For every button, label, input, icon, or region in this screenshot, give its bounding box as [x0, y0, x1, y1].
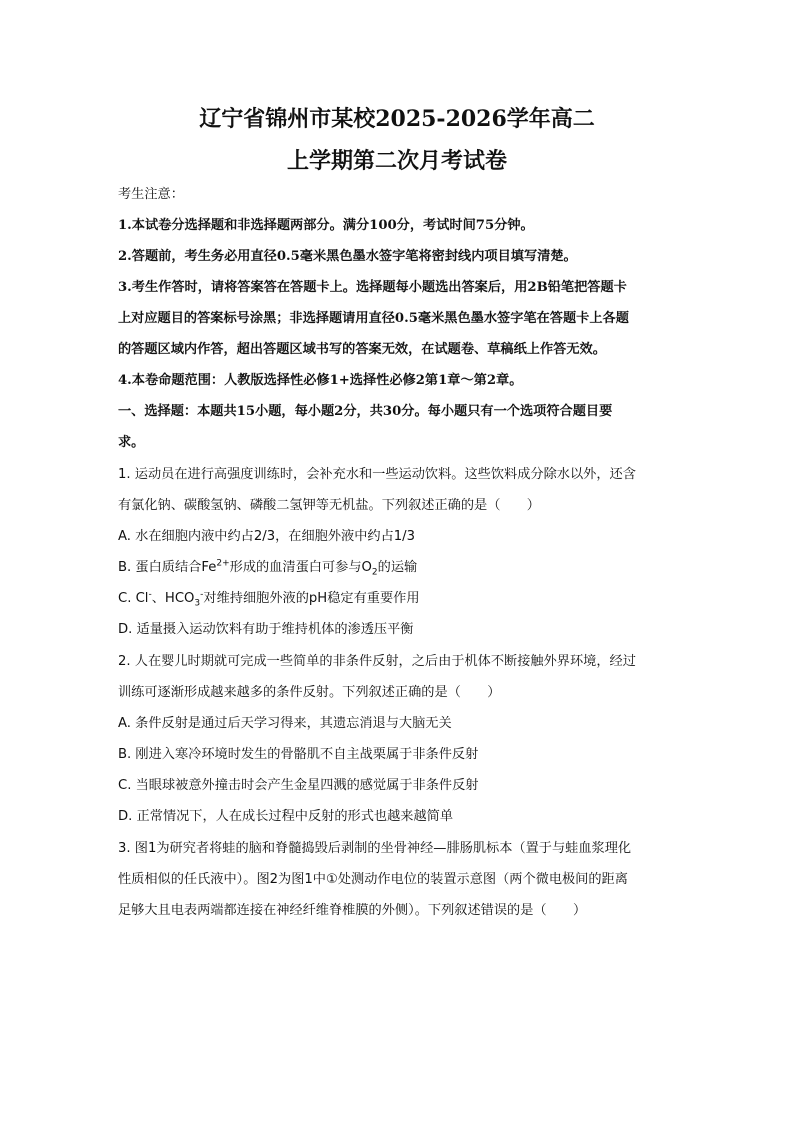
q1-option-c-subscript: 3 [194, 598, 201, 609]
q1-option-c-text-2: 、HCO [151, 591, 195, 606]
q1-option-c [118, 590, 420, 608]
q3-stem-line-3: 足够大且电表两端都连接在神经纤维脊椎膜的外侧）。下列叙述错误的是（ ） [118, 903, 587, 918]
notice-item-3-line-3: 的答题区域内作答，超出答题区域书写的答案无效，在试题卷、草稿纸上作答无效。 [118, 342, 606, 357]
q1-stem-line-2: 有氯化钠、碳酸氢钠、磷酸二氢钾等无机盐。下列叙述正确的是（ ） [118, 498, 540, 513]
notice-item-2: 2.答题前，考生务必用直径0.5毫米黑色墨水签字笔将密封线内项目填写清楚。 [118, 249, 577, 264]
q2-stem-line-2: 训练可逐渐形成越来越多的条件反射。下列叙述正确的是（ ） [118, 685, 501, 700]
exam-title-line-2: 上学期第二次月考试卷 [286, 148, 507, 174]
notice-item-1: 1.本试卷分选择题和非选择题两部分。满分100分，考试时间75分钟。 [118, 218, 534, 233]
q1-option-c-superscript-1: - [148, 589, 152, 600]
q1-stem-line-1: 1. 运动员在进行高强度训练时，会补充水和一些运动饮料。这些饮料成分除水以外，还含 [118, 467, 636, 482]
q3-stem-line-1: 3. 图1为研究者将蛙的脑和脊髓捣毁后剥制的坐骨神经—腓肠肌标本（置于与蛙血浆理化 [118, 841, 632, 856]
q1-option-b [118, 559, 417, 577]
q1-option-d: D. 适量摄入运动饮料有助于维持机体的渗透压平衡 [118, 622, 414, 637]
q1-option-c-text-1: C. Cl [118, 591, 149, 606]
notice-heading: 考生注意： [118, 187, 184, 202]
q2-option-d: D. 正常情况下，人在成长过程中反射的形式也越来越简单 [118, 809, 454, 824]
notice-item-3-line-1: 3.考生作答时，请将答案答在答题卡上。选择题每小题选出答案后，用2B铅笔把答题卡 [118, 280, 627, 295]
notice-item-4: 4.本卷命题范围：人教版选择性必修1+选择性必修2第1章～第2章。 [118, 373, 523, 388]
q1-option-c-text-3: 对维持细胞外液的pH稳定有重要作用 [203, 591, 420, 606]
q1-option-c-superscript-2: - [200, 589, 204, 600]
section-heading-line-2: 求。 [118, 435, 145, 450]
q3-stem-line-2: 性质相似的任氏液中）。图2为图1中①处测动作电位的装置示意图（两个微电极间的距离 [118, 872, 628, 887]
section-heading-line-1: 一、选择题：本题共15小题，每小题2分，共30分。每小题只有一个选项符合题目要 [118, 404, 613, 419]
q1-option-a: A. 水在细胞内液中约占2/3，在细胞外液中约占1/3 [118, 529, 415, 544]
q2-option-a: A. 条件反射是通过后天学习得来，其遗忘消退与大脑无关 [118, 716, 452, 731]
exam-title-line-1: 辽宁省锦州市某校2025-2026学年高二 [199, 106, 595, 132]
q1-option-b-text-3: 的运输 [377, 560, 418, 575]
q1-option-b-text-2: 形成的血清蛋白可参与O [229, 560, 372, 575]
notice-item-3-line-2: 上对应题目的答案标号涂黑；非选择题请用直径0.5毫米黑色墨水签字笔在答题卡上各题 [118, 311, 629, 326]
q2-option-b: B. 刚进入寒冷环境时发生的骨骼肌不自主战栗属于非条件反射 [118, 747, 479, 762]
q1-option-b-subscript: 2 [371, 567, 378, 578]
q1-option-b-text-1: B. 蛋白质结合Fe [118, 560, 217, 575]
q2-stem-line-1: 2. 人在婴儿时期就可完成一些简单的非条件反射，之后由于机体不断接触外界环境，经过 [118, 654, 636, 669]
q2-option-c: C. 当眼球被意外撞击时会产生金星四溅的感觉属于非条件反射 [118, 778, 479, 793]
q1-option-b-superscript: 2+ [216, 558, 230, 569]
